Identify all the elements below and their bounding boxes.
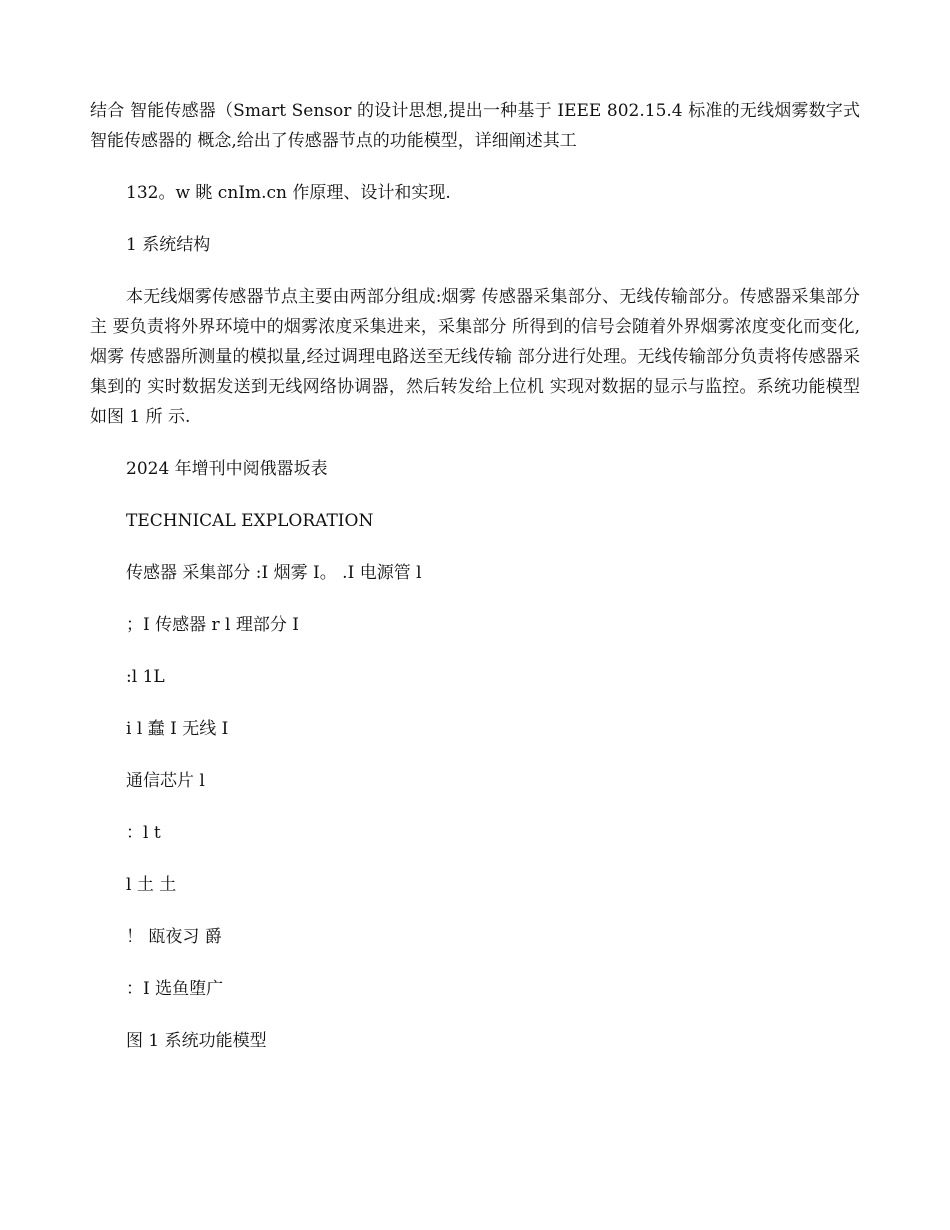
intro-paragraph: 结合 智能传感器（Smart Sensor 的设计思想,提出一种基于 IEEE 802.15.4 标准的无线烟雾数字式智能传感器的 概念,给出了传感器节点的功能模型，详细阐述其工 xyxy=(90,101,860,151)
figure-fragment: ：I 选鱼堕广 xyxy=(126,979,224,999)
figure-caption: 图 1 系统功能模型 xyxy=(126,1031,267,1051)
document-page xyxy=(90,96,860,1056)
figure-fragment: 通信芯片 l xyxy=(126,771,205,791)
figure-fragment: l 土 土 xyxy=(126,875,177,895)
figure-fragment: ：l t xyxy=(126,823,161,843)
section-body-paragraph: 本无线烟雾传感器节点主要由两部分组成:烟雾 传感器采集部分、无线传输部分。传感器采集部分主 要负责将外界环境中的烟雾浓度采集进来，采集部分 所得到的信号会随着外界烟雾浓度变化而变化,烟雾 传感器所测量的模拟量,经过调理电路送至无线传输 部分进行处理。无线传输部分负责将传感器采集到的 实时数据发送到无线网络协调器，然后转发给上位机 实现对数据的显示与监控。系统功能模型如图 1 所 示. xyxy=(90,287,860,427)
figure-fragment: ！ 瓯夜习 爵 xyxy=(126,927,222,947)
figure-fragment: :l 1L xyxy=(126,667,165,687)
figure-fragment: ；I 传感器 r l 理部分 I xyxy=(126,615,300,635)
journal-line: 2024 年增刊中阅俄嚣坂表 xyxy=(126,459,328,479)
figure-fragment: i l 蠢 I 无线 I xyxy=(126,719,229,739)
section-heading: 1 系统结构 xyxy=(126,235,211,255)
journal-section-label: TECHNICAL EXPLORATION xyxy=(126,511,374,531)
continuation-line: 132。w 眺 cnIm.cn 作原理、设计和实现. xyxy=(126,183,451,203)
figure-fragment: 传感器 采集部分 :I 烟雾 I。 .I 电源管 l xyxy=(126,563,422,583)
